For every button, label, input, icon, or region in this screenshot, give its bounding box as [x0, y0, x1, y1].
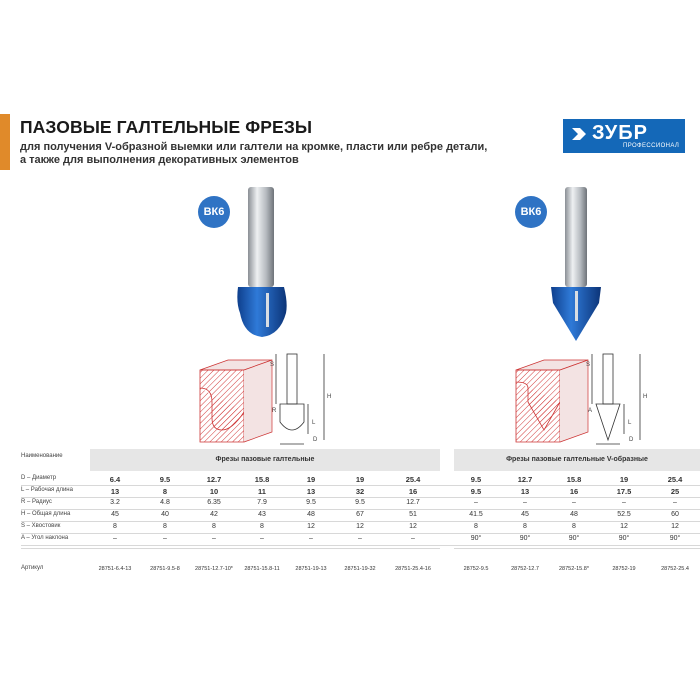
table-cell: –	[113, 535, 117, 542]
table-cell: 7.9	[257, 499, 267, 506]
table-cell: –	[411, 535, 415, 542]
v-groove-profile-diagram	[508, 352, 658, 452]
table-cell: 17.5	[616, 487, 632, 496]
table-row-label: A – Угол наклона	[21, 535, 69, 541]
article-cell: 28751-19-13	[295, 566, 327, 572]
diagram-label-s-right: S	[586, 362, 591, 368]
table-cell: 13	[520, 487, 530, 496]
table-cell: 12	[356, 523, 364, 530]
table-cell: 43	[258, 511, 266, 518]
table-cell: 6.35	[207, 499, 221, 506]
subtitle-line-2: а также для выполнения декоративных элементов	[20, 154, 299, 166]
article-cell: 28752-9.5	[463, 566, 489, 572]
table-cell: 9.5	[470, 487, 482, 496]
table-cell: –	[212, 535, 216, 542]
table-cell: 25.4	[405, 475, 421, 484]
table-cell: –	[523, 499, 527, 506]
table-cell: 52.5	[617, 511, 631, 518]
table-cell: 16	[569, 487, 579, 496]
article-cell: 28751-12.7-10*	[195, 566, 233, 572]
table-cell: 60	[671, 511, 679, 518]
table-cell: 12.7	[406, 499, 420, 506]
table-cell: 8	[523, 523, 527, 530]
brand-logo	[563, 119, 685, 153]
diagram-label-s-left: S	[270, 362, 275, 368]
table-row-label: R – Радиус	[21, 499, 52, 505]
table-cell: 19	[355, 475, 365, 484]
table-row-divider	[21, 533, 700, 534]
table-cell: 8	[163, 523, 167, 530]
table-cell: 12	[620, 523, 628, 530]
table-row-label: L – Рабочая длина	[21, 487, 73, 493]
table-cell: 8	[113, 523, 117, 530]
table-divider	[454, 548, 700, 549]
table-cell: 9.5	[355, 499, 365, 506]
table-cell: 90°	[568, 535, 580, 542]
table-row-divider	[21, 497, 700, 498]
carbide-badge-left: ВК6	[198, 196, 230, 228]
table-cell: 25	[670, 487, 680, 496]
fillet-profile-diagram	[192, 352, 342, 452]
table-cell: 16	[408, 487, 418, 496]
table-cell: –	[622, 499, 626, 506]
table-cell: 8	[474, 523, 478, 530]
table-cell: –	[474, 499, 478, 506]
table-cell: –	[163, 535, 167, 542]
table-cell: 45	[521, 511, 529, 518]
table-cell: 13	[110, 487, 120, 496]
diagram-label-a-right: A	[588, 408, 593, 414]
table-cell: 12	[409, 523, 417, 530]
table-divider	[21, 548, 440, 549]
table-cell: 6.4	[109, 475, 121, 484]
article-cell: 28752-19	[612, 566, 636, 572]
carbide-badge-right: ВК6	[515, 196, 547, 228]
table-cell: 12	[671, 523, 679, 530]
table-cell: 41.5	[469, 511, 483, 518]
table-cell: 90°	[618, 535, 630, 542]
article-label: Артикул	[21, 565, 44, 571]
diagram-label-d-left: D	[313, 437, 318, 443]
table-cell: 15.8	[566, 475, 582, 484]
table-cell: 25.4	[667, 475, 683, 484]
table-cell: –	[673, 499, 677, 506]
table-cell: 8	[162, 487, 168, 496]
table-cell: 40	[161, 511, 169, 518]
article-cell: 28751-15.8-11	[244, 566, 280, 572]
page-subtitle	[20, 141, 500, 167]
accent-bar	[0, 114, 10, 170]
subtitle-line-1: для получения V-образной выемки или галтели на кромке, пласти или ребре детали,	[20, 141, 488, 153]
diagram-label-l-left: L	[312, 420, 316, 426]
article-cell: 28751-25.4-16	[395, 566, 431, 572]
table-cell: 48	[307, 511, 315, 518]
table-row-divider	[21, 509, 700, 510]
table-cell: 12.7	[206, 475, 222, 484]
table-cell: 90°	[470, 535, 482, 542]
diagram-label-l-right: L	[628, 420, 632, 426]
brand-sub: ПРОФЕССИОНАЛ	[623, 143, 680, 149]
table-row-label: D – Диаметр	[21, 475, 57, 481]
table-cell: 8	[260, 523, 264, 530]
table-row-label: H – Общая длина	[21, 511, 71, 517]
table-cell: 4.8	[160, 499, 170, 506]
table-cell: 90°	[519, 535, 531, 542]
diagram-label-r-left: R	[272, 408, 277, 414]
table-cell: 9.5	[159, 475, 171, 484]
table-cell: 9.5	[306, 499, 316, 506]
table-cell: 48	[570, 511, 578, 518]
article-cell: 28752-12.7	[511, 566, 539, 572]
table-row-divider	[21, 521, 700, 522]
article-cell: 28752-15.8*	[559, 566, 589, 572]
table-cell: 42	[210, 511, 218, 518]
table-cell: 67	[356, 511, 364, 518]
table-cell: 8	[572, 523, 576, 530]
article-cell: 28751-6.4-13	[98, 566, 132, 572]
fillet-cutter-image	[228, 185, 298, 345]
table-cell: 15.8	[254, 475, 270, 484]
table-group-left: Фрезы пазовые галтельные	[90, 449, 440, 471]
table-group-right: Фрезы пазовые галтельные V-образные	[454, 449, 700, 471]
table-cell: 19	[306, 475, 316, 484]
table-cell: 12.7	[517, 475, 533, 484]
table-cell: 45	[111, 511, 119, 518]
diagram-label-h-left: H	[327, 394, 332, 400]
table-row-divider	[21, 545, 700, 546]
table-cell: 11	[258, 487, 266, 496]
table-cell: 8	[212, 523, 216, 530]
table-cell: 3.2	[110, 499, 120, 506]
brand-arrow-icon	[570, 125, 588, 143]
table-row-divider	[21, 485, 700, 486]
article-cell: 28752-25.4	[661, 566, 689, 572]
diagram-label-d-right: D	[629, 437, 634, 443]
table-cell: 10	[209, 487, 219, 496]
diagram-label-h-right: H	[643, 394, 648, 400]
brand-name: ЗУБР	[592, 122, 648, 144]
page-title: ПАЗОВЫЕ ГАЛТЕЛЬНЫЕ ФРЕЗЫ	[20, 117, 313, 137]
table-cell: 9.5	[470, 475, 482, 484]
table-row-label: S – Хвостовик	[21, 523, 61, 529]
table-cell: 32	[355, 487, 365, 496]
table-cell: –	[260, 535, 264, 542]
table-cell: –	[572, 499, 576, 506]
table-name-header: Наименование	[21, 453, 63, 459]
table-cell: 90°	[669, 535, 681, 542]
article-cell: 28751-19-32	[344, 566, 376, 572]
table-cell: 13	[306, 487, 316, 496]
table-cell: 19	[619, 475, 629, 484]
table-cell: –	[358, 535, 362, 542]
table-cell: 51	[409, 511, 417, 518]
article-cell: 28751-9.5-8	[150, 566, 180, 572]
table-cell: –	[309, 535, 313, 542]
v-groove-cutter-image	[545, 185, 615, 345]
table-cell: 12	[307, 523, 315, 530]
